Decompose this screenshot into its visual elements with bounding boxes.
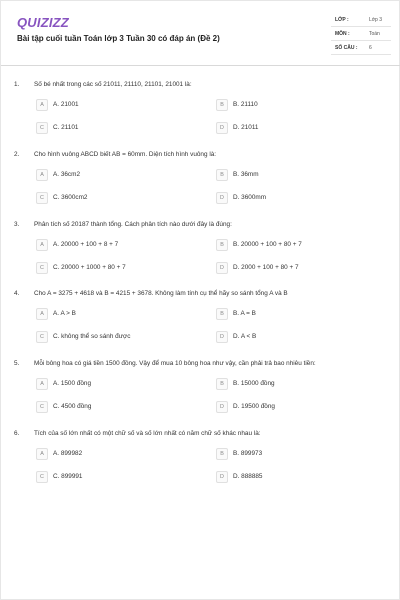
option-letter-badge: C — [36, 331, 48, 343]
option-text: C. không thể so sánh được — [53, 333, 131, 340]
option-text: A. 20000 + 100 + 8 + 7 — [53, 241, 119, 248]
question-number: 6. — [14, 430, 20, 437]
meta-row-count — [331, 41, 391, 55]
question-text: Tích của số lớn nhất có một chữ số và số lớn nhất có năm chữ số khác nhau là: — [34, 430, 261, 437]
option-text: A. 21001 — [53, 101, 79, 108]
meta-key: MÔN : — [335, 31, 350, 37]
option-text: A. 36cm2 — [53, 171, 80, 178]
option-letter-badge: A — [36, 448, 48, 460]
option-letter-badge: D — [216, 192, 228, 204]
question-text: Phân tích số 20187 thành tổng. Cách phân tích nào dưới đây là đúng: — [34, 221, 232, 228]
option-letter-badge: A — [36, 378, 48, 390]
option-letter-badge: C — [36, 192, 48, 204]
option-text: D. 21011 — [233, 124, 259, 131]
question-number: 4. — [14, 290, 20, 297]
option-text: D. 888885 — [233, 473, 263, 480]
meta-key: LỚP : — [335, 17, 349, 23]
option-letter-badge: B — [216, 448, 228, 460]
meta-value: 6 — [369, 45, 372, 51]
option-text: C. 3600cm2 — [53, 194, 88, 201]
meta-key: SỐ CÂU : — [335, 45, 358, 51]
option-letter-badge: C — [36, 471, 48, 483]
question-text: Cho A = 3275 + 4618 và B = 4215 + 3678. Không làm tính cụ thể hãy so sánh tổng A và B — [34, 290, 288, 297]
option-text: B. 36mm — [233, 171, 259, 178]
meta-row-class — [331, 13, 391, 27]
option-letter-badge: A — [36, 99, 48, 111]
option-letter-badge: C — [36, 262, 48, 274]
option-letter-badge: B — [216, 308, 228, 320]
meta-value: Lớp 3 — [369, 17, 383, 23]
option-text: C. 4500 đồng — [53, 403, 92, 410]
option-text: D. 2000 + 100 + 80 + 7 — [233, 264, 299, 271]
option-letter-badge: B — [216, 169, 228, 181]
option-text: D. A < B — [233, 333, 257, 340]
option-text: B. 899973 — [233, 450, 263, 457]
option-text: A. A > B — [53, 310, 76, 317]
option-letter-badge: D — [216, 401, 228, 413]
option-text: D. 19500 đồng — [233, 403, 275, 410]
option-letter-badge: A — [36, 308, 48, 320]
question-text: Số bé nhất trong các số 21011, 21110, 21101, 21001 là: — [34, 81, 192, 88]
worksheet-title: Bài tập cuối tuần Toán lớp 3 Tuần 30 có đáp án (Đề 2) — [17, 34, 220, 43]
worksheet-header — [1, 1, 400, 65]
option-letter-badge: B — [216, 378, 228, 390]
meta-value: Toán — [369, 31, 380, 37]
option-text: C. 21101 — [53, 124, 79, 131]
option-letter-badge: D — [216, 331, 228, 343]
question-text: Cho hình vuông ABCD biết AB = 60mm. Diện tích hình vuông là: — [34, 151, 217, 158]
option-text: C. 899991 — [53, 473, 83, 480]
question-text: Mỗi bông hoa có giá tiền 1500 đồng. Vậy để mua 10 bông hoa như vậy, cần phải trả bao nhiêu tiền: — [34, 360, 316, 367]
option-letter-badge: B — [216, 239, 228, 251]
quizizz-logo: QUIZIZZ — [17, 15, 69, 30]
option-text: B. A = B — [233, 310, 256, 317]
option-text: C. 20000 + 1000 + 80 + 7 — [53, 264, 126, 271]
option-text: A. 1500 đồng — [53, 380, 92, 387]
option-letter-badge: D — [216, 471, 228, 483]
header-divider — [1, 65, 400, 66]
option-text: B. 15000 đồng — [233, 380, 275, 387]
option-text: B. 21110 — [233, 101, 258, 108]
question-number: 5. — [14, 360, 20, 367]
option-text: B. 20000 + 100 + 80 + 7 — [233, 241, 302, 248]
option-letter-badge: A — [36, 169, 48, 181]
option-letter-badge: D — [216, 122, 228, 134]
question-number: 3. — [14, 221, 20, 228]
question-number: 1. — [14, 81, 20, 88]
option-letter-badge: C — [36, 122, 48, 134]
meta-row-subject — [331, 27, 391, 41]
option-text: A. 899982 — [53, 450, 83, 457]
option-text: D. 3600mm — [233, 194, 267, 201]
option-letter-badge: C — [36, 401, 48, 413]
option-letter-badge: B — [216, 99, 228, 111]
option-letter-badge: A — [36, 239, 48, 251]
option-letter-badge: D — [216, 262, 228, 274]
meta-table — [331, 13, 391, 55]
question-number: 2. — [14, 151, 20, 158]
